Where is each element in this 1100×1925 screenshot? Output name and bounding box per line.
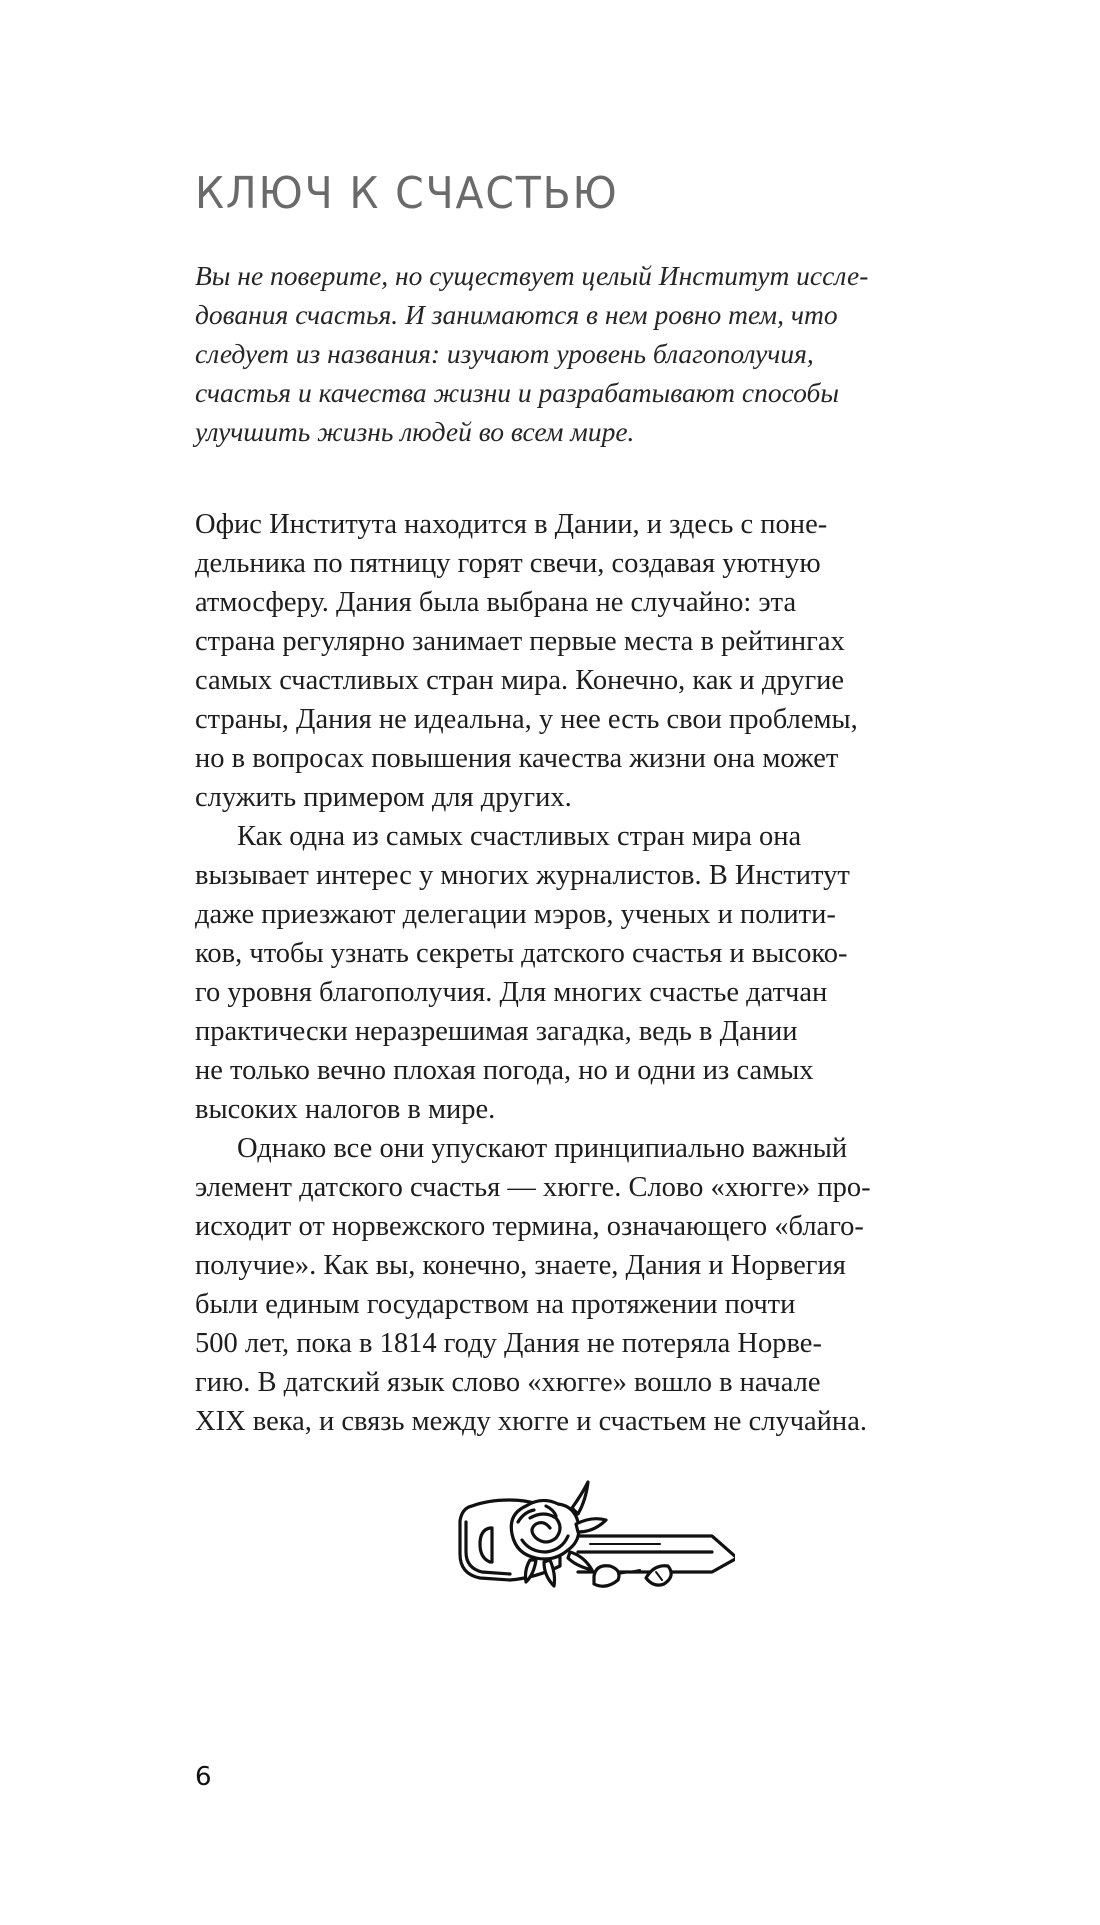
body-text [195, 505, 935, 1441]
text-line: элемент датского счастья — хюгге. Слово «хюгге» про- [195, 1172, 871, 1203]
text-line: исходит от норвежского термина, означающего «благо- [195, 1211, 864, 1242]
paragraph-1 [195, 505, 935, 817]
lead-line: счастья и качества жизни и разрабатывают способы [195, 377, 839, 408]
text-line: высоких налогов в мире. [195, 1094, 496, 1125]
lead-line: дования счастья. И занимаются в нем ровно тем, что [195, 299, 838, 330]
lead-paragraph [195, 256, 935, 451]
text-line: практически неразрешимая загадка, ведь в Дании [195, 1016, 798, 1047]
text-line: самых счастливых стран мира. Конечно, как и другие [195, 665, 845, 696]
text-line: го уровня благополучия. Для многих счастье датчан [195, 977, 828, 1008]
text-line: Офис Института находится в Дании, и здесь с поне- [195, 509, 828, 540]
text-line: получие». Как вы, конечно, знаете, Дания и Норвегия [195, 1250, 846, 1281]
text-line: Однако все они упускают принципиально важный [237, 1133, 848, 1164]
lead-line: следует из названия: изучают уровень благополучия, [195, 338, 814, 369]
text-line: дельника по пятницу горят свечи, создавая уютную [195, 548, 821, 579]
paragraph-2 [195, 817, 935, 1129]
page-number: 6 [195, 1762, 212, 1792]
text-line: но в вопросах повышения качества жизни она может [195, 743, 839, 774]
text-line: страны, Дания не идеальна, у нее есть свои проблемы, [195, 704, 858, 735]
text-line: Как одна из самых счастливых стран мира она [237, 821, 802, 852]
text-line: даже приезжают делегации мэров, ученых и полити- [195, 899, 836, 930]
text-line: 500 лет, пока в 1814 году Дания не потеряла Норве- [195, 1328, 822, 1359]
text-line: были единым государством на протяжении почти [195, 1289, 796, 1320]
key-with-rose-icon [450, 1466, 735, 1591]
paragraph-3 [195, 1129, 935, 1441]
text-line: страна регулярно занимает первые места в рейтингах [195, 626, 845, 657]
text-line: XIX века, и связь между хюгге и счастьем не случайна. [195, 1406, 867, 1437]
text-line: служить примером для других. [195, 782, 572, 813]
chapter-title: КЛЮЧ К СЧАСТЬЮ [195, 168, 619, 219]
lead-line: Вы не поверите, но существует целый Институт иссле- [195, 260, 869, 291]
text-line: вызывает интерес у многих журналистов. В Институт [195, 860, 850, 891]
text-line: не только вечно плохая погода, но и одни из самых [195, 1055, 814, 1086]
text-line: гию. В датский язык слово «хюгге» вошло в начале [195, 1367, 821, 1398]
lead-line: улучшить жизнь людей во всем мире. [195, 416, 635, 447]
text-line: ков, чтобы узнать секреты датского счастья и высоко- [195, 938, 848, 969]
text-line: атмосферу. Дания была выбрана не случайно: эта [195, 587, 797, 618]
